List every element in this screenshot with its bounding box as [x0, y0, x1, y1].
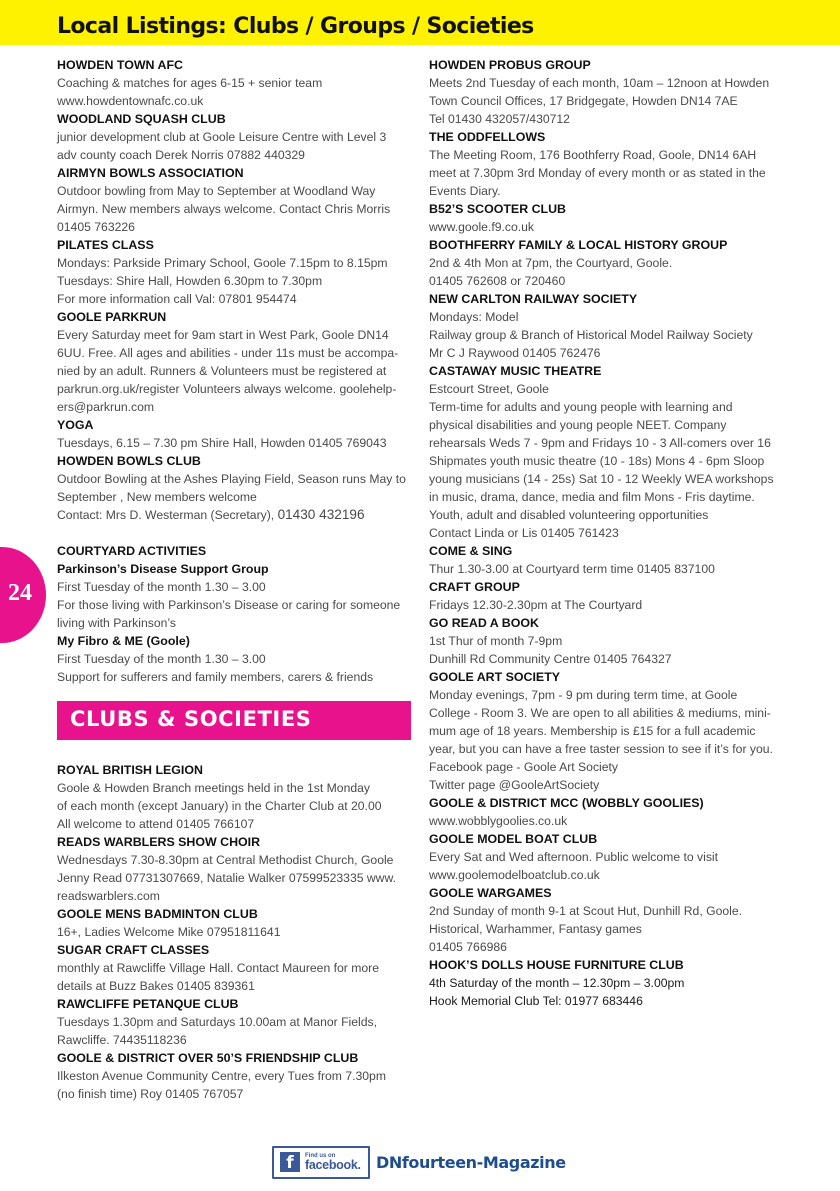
listing-entry [429, 830, 794, 884]
listing-title: ROYAL BRITISH LEGION [57, 763, 203, 777]
listing-entry [429, 290, 794, 362]
listing-detail: mum age of 18 years. Membership is £15 for a full academic [429, 724, 756, 738]
listing-detail: Historical, Warhammer, Fantasy games [429, 922, 642, 936]
listing-detail: Railway group & Branch of Historical Model Railway Society [429, 328, 753, 342]
listing-entry [57, 833, 417, 905]
listing-title: HOOK’S DOLLS HOUSE FURNITURE CLUB [429, 958, 684, 972]
listing-detail: Town Council Offices, 17 Bridgegate, Howden DN14 7AE [429, 94, 738, 108]
listing-entry [57, 164, 417, 236]
page-title: Local Listings: Clubs / Groups / Societies [57, 14, 534, 39]
listing-title: GOOLE & DISTRICT OVER 50’S FRIENDSHIP CLUB [57, 1051, 359, 1065]
listing-detail: 6UU. Free. All ages and abilities - under 11s must be accompa- [57, 346, 399, 360]
listing-detail: September , New members welcome [57, 490, 257, 504]
page-number: 24 [8, 580, 32, 606]
listing-title: SUGAR CRAFT CLASSES [57, 943, 210, 957]
listing-title: CASTAWAY MUSIC THEATRE [429, 364, 602, 378]
listing-entry [57, 995, 417, 1049]
listing-detail: For those living with Parkinson’s Disease or caring for someone [57, 598, 401, 612]
listing-entry [429, 578, 794, 614]
listing-detail: Twitter page @GooleArtSociety [429, 778, 600, 792]
listing-entry [57, 56, 417, 110]
listing-detail: Tel 01430 432057/430712 [429, 112, 570, 126]
listing-detail: Tuesdays, 6.15 – 7.30 pm Shire Hall, Howden 01405 769043 [57, 436, 387, 450]
listing-detail: nied by an adult. Runners & Volunteers must be registered at [57, 364, 387, 378]
listing-title: HOWDEN BOWLS CLUB [57, 454, 201, 468]
listing-detail: Every Saturday meet for 9am start in West Park, Goole DN14 [57, 328, 389, 342]
listing-detail: young musicians (14 - 25s) Sat 10 - 12 Weekly WEA workshops [429, 472, 774, 486]
listing-contact [57, 506, 417, 524]
listing-title: GOOLE WARGAMES [429, 886, 552, 900]
listing-detail: 01405 762608 or 720460 [429, 274, 566, 288]
listing-detail: Term-time for adults and young people with learning and [429, 400, 733, 414]
listing-entry [429, 794, 794, 830]
listing-title: GO READ A BOOK [429, 616, 539, 630]
listing-detail: All welcome to attend 01405 766107 [57, 817, 255, 831]
right-column-listings [429, 56, 794, 1010]
listing-detail: Coaching & matches for ages 6-15 + senior team [57, 76, 323, 90]
listing-detail: in music, drama, dance, media and film Mons - Fris daytime. [429, 490, 755, 504]
listing-detail: Every Sat and Wed afternoon. Public welcome to visit [429, 850, 719, 864]
listing-detail: Monday evenings, 7pm - 9 pm during term time, at Goole [429, 688, 738, 702]
listing-detail: Wednesdays 7.30-8.30pm at Central Methodist Church, Goole [57, 853, 394, 867]
listing-detail: 2nd & 4th Mon at 7pm, the Courtyard, Goole. [429, 256, 673, 270]
contact-name: Contact: Mrs D. Westerman (Secretary), [57, 508, 278, 522]
listing-title: GOOLE MENS BADMINTON CLUB [57, 907, 258, 921]
listing-title: GOOLE & DISTRICT MCC (WOBBLY GOOLIES) [429, 796, 704, 810]
listing-entry [57, 236, 417, 308]
listing-detail: 1st Thur of month 7-9pm [429, 634, 563, 648]
listing-detail: Goole & Howden Branch meetings held in the 1st Monday [57, 781, 370, 795]
listing-title: BOOTHFERRY FAMILY & LOCAL HISTORY GROUP [429, 238, 728, 252]
facebook-icon: f [280, 1152, 300, 1172]
listing-entry [57, 761, 417, 833]
listing-detail: First Tuesday of the month 1.30 – 3.00 [57, 652, 266, 666]
listing-title: CRAFT GROUP [429, 580, 520, 594]
listing-entry [429, 56, 794, 128]
listing-detail: Mr C J Raywood 01405 762476 [429, 346, 601, 360]
listing-entry [429, 668, 794, 794]
listing-title: HOWDEN PROBUS GROUP [429, 58, 591, 72]
listing-detail: Facebook page - Goole Art Society [429, 760, 619, 774]
listing-title: NEW CARLTON RAILWAY SOCIETY [429, 292, 638, 306]
listing-entry [57, 905, 417, 941]
listing-entry [429, 200, 794, 236]
listing-entry [429, 884, 794, 956]
spacer [57, 524, 417, 542]
left-column-listings [57, 56, 417, 686]
listing-entry [57, 110, 417, 164]
listing-detail: www.goole.f9.co.uk [429, 220, 535, 234]
listing-detail: Outdoor bowling from May to September at Woodland Way [57, 184, 376, 198]
listing-detail: Tuesdays 1.30pm and Saturdays 10.00am at Manor Fields, [57, 1015, 377, 1029]
listing-entry [429, 614, 794, 668]
listing-detail: 01405 766986 [429, 940, 507, 954]
listing-detail: First Tuesday of the month 1.30 – 3.00 [57, 580, 266, 594]
facebook-find-us: Find us on [305, 1152, 336, 1159]
listing-title: COME & SING [429, 544, 513, 558]
listing-detail: (no finish time) Roy 01405 767057 [57, 1087, 244, 1101]
listing-title: AIRMYN BOWLS ASSOCIATION [57, 166, 244, 180]
listing-title: COURTYARD ACTIVITIES [57, 544, 207, 558]
listing-detail: living with Parkinson’s [57, 616, 176, 630]
listing-detail: monthly at Rawcliffe Village Hall. Contact Maureen for more [57, 961, 379, 975]
listing-detail: Tuesdays: Shire Hall, Howden 6.30pm to 7.30pm [57, 274, 323, 288]
listing-title: THE ODDFELLOWS [429, 130, 546, 144]
listing-detail: junior development club at Goole Leisure Centre with Level 3 [57, 130, 387, 144]
facebook-badge[interactable] [272, 1146, 370, 1179]
listing-detail: Fridays 12.30-2.30pm at The Courtyard [429, 598, 643, 612]
listing-detail: parkrun.org.uk/register Volunteers always welcome. goolehelp- [57, 382, 397, 396]
listing-detail: Events Diary. [429, 184, 501, 198]
listing-entry [57, 1049, 417, 1103]
listing-detail: College - Room 3. We are open to all abilities & mediums, mini- [429, 706, 771, 720]
contact-phone: 01430 432196 [277, 507, 365, 522]
listing-detail: For more information call Val: 07801 954474 [57, 292, 297, 306]
listing-title: WOODLAND SQUASH CLUB [57, 112, 226, 126]
listing-entry [57, 452, 417, 524]
listing-entry [429, 956, 794, 1010]
listing-title: READS WARBLERS SHOW CHOIR [57, 835, 261, 849]
listing-detail: 2nd Sunday of month 9-1 at Scout Hut, Dunhill Rd, Goole. [429, 904, 742, 918]
listing-title: GOOLE PARKRUN [57, 310, 167, 324]
group-name: My Fibro & ME (Goole) [57, 634, 190, 648]
listing-detail: Hook Memorial Club Tel: 01977 683446 [429, 994, 643, 1008]
listing-entry [57, 308, 417, 416]
listing-detail: rehearsals Weds 7 - 9pm and Fridays 10 - 3 All-comers over 16 [429, 436, 771, 450]
listing-detail: Meets 2nd Tuesday of each month, 10am – 12noon at Howden [429, 76, 770, 90]
listing-detail: Outdoor Bowling at the Ashes Playing Field, Season runs May to [57, 472, 406, 486]
listing-detail: details at Buzz Bakes 01405 839361 [57, 979, 255, 993]
listing-detail: Mondays: Parkside Primary School, Goole 7.15pm to 8.15pm [57, 256, 388, 270]
footer [272, 1144, 566, 1180]
listing-detail: physical disabilities and young people NEET. Company [429, 418, 727, 432]
listing-title: HOWDEN TOWN AFC [57, 58, 183, 72]
listing-entry [429, 542, 794, 578]
listing-detail: ers@parkrun.com [57, 400, 155, 414]
listing-detail: www.howdentownafc.co.uk [57, 94, 204, 108]
listing-detail: Estcourt Street, Goole [429, 382, 549, 396]
left-column-clubs [57, 761, 417, 1103]
listing-detail: Contact Linda or Lis 01405 761423 [429, 526, 619, 540]
magazine-facebook-name[interactable]: DNfourteen-Magazine [376, 1152, 566, 1172]
listing-detail: 4th Saturday of the month – 12.30pm – 3.00pm [429, 976, 685, 990]
listing-title: B52’S SCOOTER CLUB [429, 202, 567, 216]
listing-entry [57, 941, 417, 995]
listing-title: GOOLE ART SOCIETY [429, 670, 561, 684]
listing-detail: 16+, Ladies Welcome Mike 07951811641 [57, 925, 281, 939]
listing-detail: readswarblers.com [57, 889, 160, 903]
section-banner [57, 701, 411, 740]
listing-detail: The Meeting Room, 176 Boothferry Road, Goole, DN14 6AH [429, 148, 757, 162]
banner-title: CLUBS & SOCIETIES [70, 707, 312, 731]
listing-detail: Ilkeston Avenue Community Centre, every Tues from 7.30pm [57, 1069, 386, 1083]
listing-entry [429, 236, 794, 290]
listing-detail: www.wobblygoolies.co.uk [429, 814, 568, 828]
header-bar [0, 0, 840, 45]
listing-detail: Thur 1.30-3.00 at Courtyard term time 01405 837100 [429, 562, 715, 576]
listing-detail: of each month (except January) in the Charter Club at 20.00 [57, 799, 382, 813]
listing-title: GOOLE MODEL BOAT CLUB [429, 832, 598, 846]
listing-detail: Mondays: Model [429, 310, 519, 324]
listing-detail: Dunhill Rd Community Centre 01405 764327 [429, 652, 672, 666]
facebook-wordmark: facebook. [305, 1157, 361, 1172]
courtyard-activities [57, 542, 417, 686]
listing-detail: Youth, adult and disabled volunteering opportunities [429, 508, 709, 522]
listing-detail: Jenny Read 07731307669, Natalie Walker 07599523335 www. [57, 871, 396, 885]
listing-detail: Support for sufferers and family members, carers & friends [57, 670, 374, 684]
listing-detail: year, but you can have a free taster session to see if it’s for you. [429, 742, 773, 756]
listing-detail: 01405 763226 [57, 220, 135, 234]
listing-entry [57, 416, 417, 452]
listing-title: RAWCLIFFE PETANQUE CLUB [57, 997, 239, 1011]
listing-detail: www.goolemodelboatclub.co.uk [429, 868, 600, 882]
listing-entry [429, 128, 794, 200]
listing-title: PILATES CLASS [57, 238, 154, 252]
listing-detail: adv county coach Derek Norris 07882 440329 [57, 148, 305, 162]
listing-detail: Rawcliffe. 74435118236 [57, 1033, 187, 1047]
listing-entry [429, 362, 794, 542]
group-name: Parkinson’s Disease Support Group [57, 562, 269, 576]
listing-detail: meet at 7.30pm 3rd Monday of every month or as stated in the [429, 166, 766, 180]
listing-title: YOGA [57, 418, 94, 432]
listing-detail: Airmyn. New members always welcome. Contact Chris Morris [57, 202, 391, 216]
listing-detail: Shipmates youth music theatre (10 - 18s) Mons 4 - 6pm Sloop [429, 454, 765, 468]
